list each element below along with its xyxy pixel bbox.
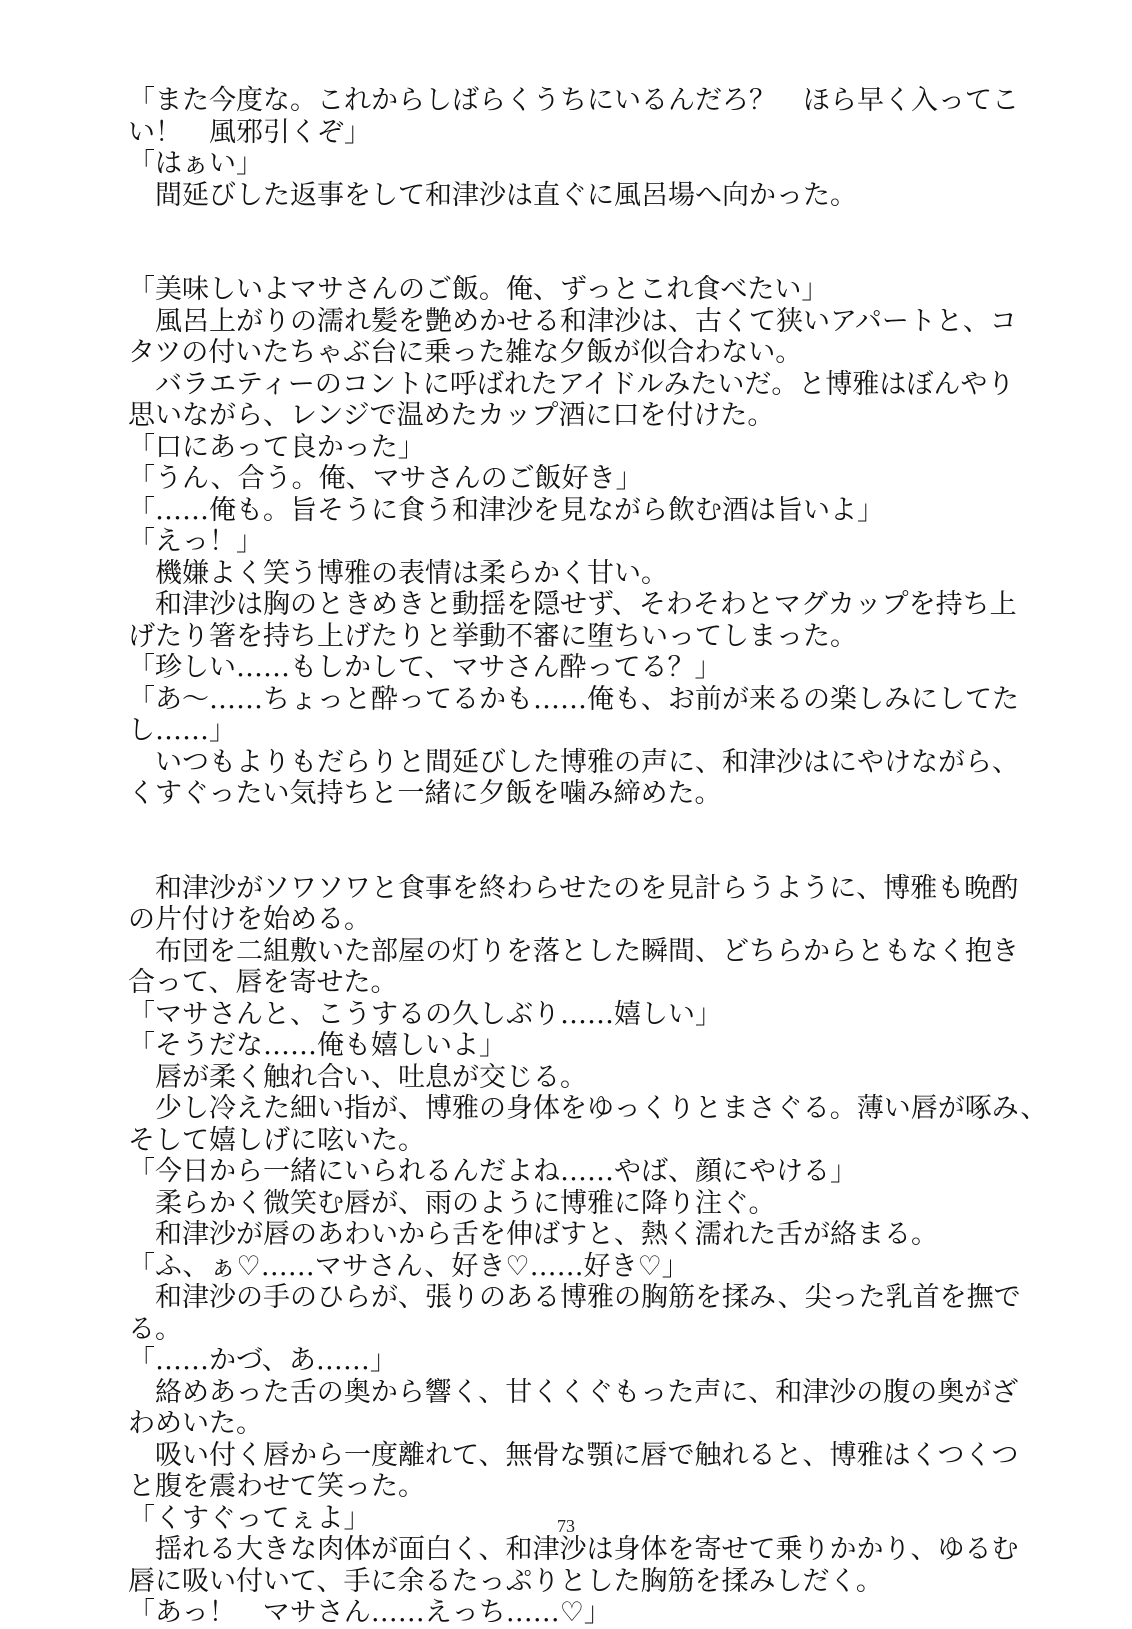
text-line: 「あっ！ マサさん……えっち……♡」 bbox=[128, 1597, 611, 1628]
page-number: 73 bbox=[557, 1516, 575, 1536]
text-line: 和津沙の手のひらが、張りのある博雅の胸筋を揉み、尖った乳首を撫で bbox=[128, 1282, 1021, 1313]
text-line: の片付けを始める。 bbox=[128, 904, 371, 935]
text-line: くすぐったい気持ちと一緒に夕飯を噛み締めた。 bbox=[128, 778, 722, 809]
blank-line bbox=[128, 243, 1008, 275]
text-line: 少し冷えた細い指が、博雅の身体をゆっくりとまさぐる。薄い唇が啄み、 bbox=[128, 1093, 1048, 1124]
text-line: い！ 風邪引くぞ」 bbox=[128, 116, 371, 148]
body-text bbox=[128, 85, 1048, 1629]
text-line: し……」 bbox=[128, 715, 236, 746]
text-line: と腹を震わせて笑った。 bbox=[128, 1471, 425, 1502]
text-line: 思いながら、レンジで温めたカップ酒に口を付けた。 bbox=[128, 400, 775, 431]
text-line: 「また今度な。これからしばらくうちにいるんだろ？ ほら早く入ってこ bbox=[128, 85, 1019, 116]
text-line: 絡めあった舌の奥から響く、甘くくぐもった声に、和津沙の腹の奥がざ bbox=[128, 1376, 1019, 1408]
text-line: 「……かづ、あ……」 bbox=[128, 1345, 397, 1376]
text-line: 合って、唇を寄せた。 bbox=[128, 967, 398, 998]
text-line: 「あ〜……ちょっと酔ってるかも……俺も、お前が来るの楽しみにしてた bbox=[128, 683, 1019, 715]
text-line: 「そうだな……俺も嬉しいよ」 bbox=[128, 1030, 506, 1061]
text-line: 和津沙が唇のあわいから舌を伸ばすと、熱く濡れた舌が絡まる。 bbox=[128, 1219, 938, 1250]
text-line: る。 bbox=[128, 1313, 182, 1345]
text-line: 間延びした返事をして和津沙は直ぐに風呂場へ向かった。 bbox=[128, 179, 857, 211]
text-line: 柔らかく微笑む唇が、雨のように博雅に降り注ぐ。 bbox=[128, 1187, 776, 1219]
text-line: わめいた。 bbox=[128, 1408, 263, 1439]
text-line: いつもよりもだらりと間延びした博雅の声に、和津沙はにやけながら、 bbox=[128, 746, 1019, 778]
text-line: 「えっ！」 bbox=[128, 526, 263, 557]
blank-line bbox=[128, 841, 1008, 873]
text-line: 「くすぐってぇよ」 bbox=[128, 1502, 371, 1534]
text-line: 「……俺も。旨そうに食う和津沙を見ながら飲む酒は旨いよ」 bbox=[128, 494, 884, 526]
text-line: 「ふ、ぁ♡……マサさん、好き♡……好き♡」 bbox=[128, 1250, 689, 1282]
text-line: 「珍しい……もしかして、マサさん酔ってる？」 bbox=[128, 652, 722, 683]
text-line: 和津沙がソワソワと食事を終わらせたのを見計らうように、博雅も晩酌 bbox=[128, 872, 1019, 904]
text-line: げたり箸を持ち上げたりと挙動不審に堕ちいってしまった。 bbox=[128, 620, 857, 652]
text-line: 揺れる大きな肉体が面白く、和津沙は身体を寄せて乗りかかり、ゆるむ bbox=[128, 1534, 1019, 1565]
text-line: バラエティーのコントに呼ばれたアイドルみたいだ。と博雅はぼんやり bbox=[128, 368, 1015, 400]
text-line: そして嬉しげに呟いた。 bbox=[128, 1124, 425, 1156]
text-line: 「うん、合う。俺、マサさんのご飯好き」 bbox=[128, 463, 643, 494]
text-line: 「口にあって良かった」 bbox=[128, 431, 425, 463]
text-line: 「はぁい」 bbox=[128, 148, 263, 179]
text-line: 吸い付く唇から一度離れて、無骨な顎に唇で触れると、博雅はくつくつ bbox=[128, 1439, 1019, 1471]
text-line: 「マサさんと、こうするの久しぶり……嬉しい」 bbox=[128, 998, 722, 1030]
text-line: 機嫌よく笑う博雅の表情は柔らかく甘い。 bbox=[128, 557, 668, 589]
text-line: 布団を二組敷いた部屋の灯りを落とした瞬間、どちらからともなく抱き bbox=[128, 935, 1019, 967]
blank-line bbox=[128, 810, 1008, 842]
text-line: 「今日から一緒にいられるんだよね……やば、顔にやける」 bbox=[128, 1156, 857, 1187]
text-line: 風呂上がりの濡れ髪を艶めかせる和津沙は、古くて狭いアパートと、コ bbox=[128, 305, 1017, 337]
text-line: タツの付いたちゃぶ台に乗った雑な夕飯が似合わない。 bbox=[128, 337, 803, 368]
text-line: 和津沙は胸のときめきと動揺を隠せず、そわそわとマグカップを持ち上 bbox=[128, 589, 1017, 620]
text-line: 「美味しいよマサさんのご飯。俺、ずっとこれ食べたい」 bbox=[128, 274, 829, 305]
text-line: 唇が柔く触れ合い、吐息が交じる。 bbox=[128, 1061, 587, 1093]
blank-line bbox=[128, 211, 1008, 243]
text-line: 唇に吸い付いて、手に余るたっぷりとした胸筋を揉みしだく。 bbox=[128, 1565, 883, 1597]
